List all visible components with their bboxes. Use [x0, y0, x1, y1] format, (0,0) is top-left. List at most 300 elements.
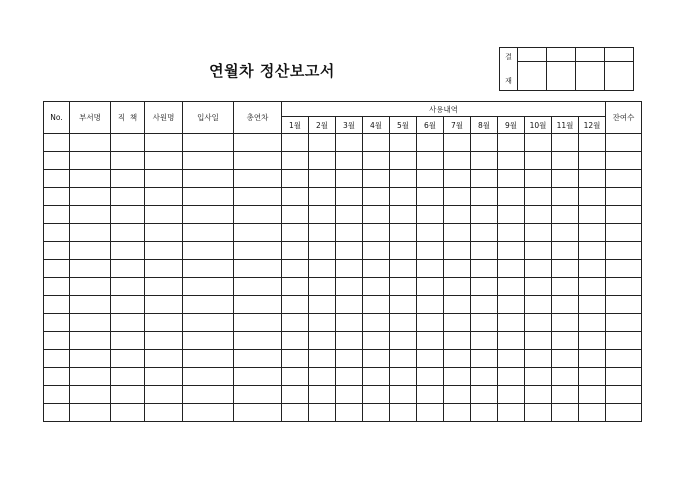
cell-department[interactable] — [70, 170, 111, 188]
cell-no[interactable] — [44, 404, 70, 422]
cell-month-usage[interactable] — [579, 224, 606, 242]
approval-header-cell[interactable] — [576, 48, 605, 62]
cell-month-usage[interactable] — [525, 350, 552, 368]
cell-month-usage[interactable] — [471, 386, 498, 404]
cell-month-usage[interactable] — [417, 188, 444, 206]
approval-sign-cell[interactable] — [576, 62, 605, 91]
cell-month-usage[interactable] — [282, 152, 309, 170]
cell-month-usage[interactable] — [363, 188, 390, 206]
cell-month-usage[interactable] — [498, 350, 525, 368]
cell-month-usage[interactable] — [309, 224, 336, 242]
cell-month-usage[interactable] — [282, 278, 309, 296]
cell-month-usage[interactable] — [471, 152, 498, 170]
cell-no[interactable] — [44, 314, 70, 332]
cell-month-usage[interactable] — [363, 332, 390, 350]
cell-remaining[interactable] — [606, 332, 642, 350]
cell-department[interactable] — [70, 278, 111, 296]
cell-month-usage[interactable] — [525, 278, 552, 296]
cell-month-usage[interactable] — [498, 242, 525, 260]
cell-month-usage[interactable] — [282, 242, 309, 260]
cell-department[interactable] — [70, 404, 111, 422]
cell-position[interactable] — [111, 224, 145, 242]
cell-employee[interactable] — [145, 314, 183, 332]
cell-hire-date[interactable] — [183, 296, 234, 314]
cell-department[interactable] — [70, 368, 111, 386]
cell-employee[interactable] — [145, 368, 183, 386]
cell-month-usage[interactable] — [363, 386, 390, 404]
cell-total-leave[interactable] — [234, 152, 282, 170]
cell-month-usage[interactable] — [498, 170, 525, 188]
cell-month-usage[interactable] — [498, 134, 525, 152]
cell-month-usage[interactable] — [498, 260, 525, 278]
cell-hire-date[interactable] — [183, 386, 234, 404]
cell-position[interactable] — [111, 260, 145, 278]
cell-remaining[interactable] — [606, 278, 642, 296]
approval-sign-cell[interactable] — [605, 62, 634, 91]
cell-month-usage[interactable] — [444, 242, 471, 260]
cell-month-usage[interactable] — [444, 278, 471, 296]
cell-month-usage[interactable] — [417, 404, 444, 422]
cell-total-leave[interactable] — [234, 224, 282, 242]
cell-total-leave[interactable] — [234, 278, 282, 296]
cell-month-usage[interactable] — [390, 206, 417, 224]
cell-month-usage[interactable] — [282, 188, 309, 206]
cell-department[interactable] — [70, 224, 111, 242]
cell-month-usage[interactable] — [336, 260, 363, 278]
cell-month-usage[interactable] — [579, 332, 606, 350]
cell-total-leave[interactable] — [234, 332, 282, 350]
cell-month-usage[interactable] — [309, 206, 336, 224]
cell-month-usage[interactable] — [363, 260, 390, 278]
cell-month-usage[interactable] — [552, 332, 579, 350]
cell-month-usage[interactable] — [552, 224, 579, 242]
cell-month-usage[interactable] — [336, 206, 363, 224]
cell-remaining[interactable] — [606, 152, 642, 170]
cell-position[interactable] — [111, 314, 145, 332]
cell-month-usage[interactable] — [471, 368, 498, 386]
cell-month-usage[interactable] — [390, 350, 417, 368]
cell-month-usage[interactable] — [417, 332, 444, 350]
cell-month-usage[interactable] — [417, 296, 444, 314]
cell-month-usage[interactable] — [525, 224, 552, 242]
cell-month-usage[interactable] — [336, 134, 363, 152]
cell-position[interactable] — [111, 350, 145, 368]
cell-month-usage[interactable] — [309, 404, 336, 422]
cell-remaining[interactable] — [606, 170, 642, 188]
cell-month-usage[interactable] — [471, 314, 498, 332]
cell-remaining[interactable] — [606, 404, 642, 422]
cell-month-usage[interactable] — [552, 242, 579, 260]
cell-employee[interactable] — [145, 296, 183, 314]
cell-month-usage[interactable] — [282, 386, 309, 404]
cell-no[interactable] — [44, 332, 70, 350]
cell-month-usage[interactable] — [444, 314, 471, 332]
cell-total-leave[interactable] — [234, 260, 282, 278]
cell-hire-date[interactable] — [183, 242, 234, 260]
cell-remaining[interactable] — [606, 134, 642, 152]
cell-employee[interactable] — [145, 170, 183, 188]
cell-month-usage[interactable] — [417, 314, 444, 332]
cell-no[interactable] — [44, 206, 70, 224]
cell-month-usage[interactable] — [552, 152, 579, 170]
approval-header-cell[interactable] — [547, 48, 576, 62]
cell-month-usage[interactable] — [498, 404, 525, 422]
cell-month-usage[interactable] — [579, 278, 606, 296]
cell-month-usage[interactable] — [417, 350, 444, 368]
cell-month-usage[interactable] — [309, 368, 336, 386]
cell-position[interactable] — [111, 368, 145, 386]
cell-total-leave[interactable] — [234, 296, 282, 314]
cell-employee[interactable] — [145, 260, 183, 278]
cell-total-leave[interactable] — [234, 170, 282, 188]
cell-remaining[interactable] — [606, 188, 642, 206]
cell-employee[interactable] — [145, 242, 183, 260]
cell-month-usage[interactable] — [444, 350, 471, 368]
cell-month-usage[interactable] — [552, 170, 579, 188]
cell-department[interactable] — [70, 188, 111, 206]
cell-remaining[interactable] — [606, 350, 642, 368]
cell-employee[interactable] — [145, 152, 183, 170]
cell-position[interactable] — [111, 188, 145, 206]
cell-department[interactable] — [70, 350, 111, 368]
cell-month-usage[interactable] — [417, 260, 444, 278]
cell-total-leave[interactable] — [234, 314, 282, 332]
cell-employee[interactable] — [145, 278, 183, 296]
cell-month-usage[interactable] — [363, 224, 390, 242]
cell-month-usage[interactable] — [498, 368, 525, 386]
cell-month-usage[interactable] — [579, 368, 606, 386]
cell-month-usage[interactable] — [336, 188, 363, 206]
cell-month-usage[interactable] — [552, 404, 579, 422]
cell-month-usage[interactable] — [363, 278, 390, 296]
cell-month-usage[interactable] — [309, 332, 336, 350]
cell-month-usage[interactable] — [363, 152, 390, 170]
cell-month-usage[interactable] — [444, 332, 471, 350]
cell-employee[interactable] — [145, 350, 183, 368]
cell-month-usage[interactable] — [471, 404, 498, 422]
cell-month-usage[interactable] — [579, 350, 606, 368]
cell-month-usage[interactable] — [282, 350, 309, 368]
cell-month-usage[interactable] — [336, 350, 363, 368]
cell-hire-date[interactable] — [183, 368, 234, 386]
cell-employee[interactable] — [145, 134, 183, 152]
cell-month-usage[interactable] — [525, 170, 552, 188]
cell-hire-date[interactable] — [183, 206, 234, 224]
cell-month-usage[interactable] — [282, 224, 309, 242]
cell-department[interactable] — [70, 206, 111, 224]
cell-hire-date[interactable] — [183, 152, 234, 170]
cell-month-usage[interactable] — [390, 188, 417, 206]
cell-month-usage[interactable] — [525, 404, 552, 422]
cell-employee[interactable] — [145, 224, 183, 242]
cell-department[interactable] — [70, 332, 111, 350]
cell-month-usage[interactable] — [444, 260, 471, 278]
cell-month-usage[interactable] — [363, 314, 390, 332]
cell-month-usage[interactable] — [525, 386, 552, 404]
cell-month-usage[interactable] — [444, 188, 471, 206]
cell-remaining[interactable] — [606, 260, 642, 278]
cell-month-usage[interactable] — [552, 206, 579, 224]
cell-remaining[interactable] — [606, 224, 642, 242]
cell-month-usage[interactable] — [282, 206, 309, 224]
cell-no[interactable] — [44, 188, 70, 206]
cell-month-usage[interactable] — [309, 296, 336, 314]
cell-remaining[interactable] — [606, 368, 642, 386]
cell-month-usage[interactable] — [579, 404, 606, 422]
cell-month-usage[interactable] — [363, 206, 390, 224]
cell-position[interactable] — [111, 278, 145, 296]
cell-month-usage[interactable] — [390, 368, 417, 386]
cell-employee[interactable] — [145, 332, 183, 350]
cell-month-usage[interactable] — [390, 314, 417, 332]
cell-hire-date[interactable] — [183, 314, 234, 332]
cell-month-usage[interactable] — [417, 206, 444, 224]
approval-header-cell[interactable] — [518, 48, 547, 62]
cell-month-usage[interactable] — [471, 278, 498, 296]
cell-month-usage[interactable] — [471, 134, 498, 152]
cell-no[interactable] — [44, 350, 70, 368]
cell-hire-date[interactable] — [183, 260, 234, 278]
cell-month-usage[interactable] — [390, 260, 417, 278]
cell-month-usage[interactable] — [417, 152, 444, 170]
cell-month-usage[interactable] — [363, 242, 390, 260]
cell-month-usage[interactable] — [309, 134, 336, 152]
cell-employee[interactable] — [145, 404, 183, 422]
cell-month-usage[interactable] — [336, 296, 363, 314]
cell-month-usage[interactable] — [471, 296, 498, 314]
cell-month-usage[interactable] — [336, 368, 363, 386]
cell-month-usage[interactable] — [282, 368, 309, 386]
cell-month-usage[interactable] — [336, 404, 363, 422]
cell-month-usage[interactable] — [309, 350, 336, 368]
cell-month-usage[interactable] — [471, 224, 498, 242]
cell-month-usage[interactable] — [282, 314, 309, 332]
cell-month-usage[interactable] — [309, 242, 336, 260]
cell-month-usage[interactable] — [552, 314, 579, 332]
cell-month-usage[interactable] — [309, 314, 336, 332]
cell-month-usage[interactable] — [417, 386, 444, 404]
cell-employee[interactable] — [145, 188, 183, 206]
cell-no[interactable] — [44, 368, 70, 386]
cell-month-usage[interactable] — [282, 404, 309, 422]
cell-month-usage[interactable] — [390, 224, 417, 242]
cell-month-usage[interactable] — [579, 260, 606, 278]
cell-month-usage[interactable] — [498, 332, 525, 350]
cell-department[interactable] — [70, 134, 111, 152]
cell-month-usage[interactable] — [282, 332, 309, 350]
cell-month-usage[interactable] — [336, 152, 363, 170]
cell-month-usage[interactable] — [552, 368, 579, 386]
cell-remaining[interactable] — [606, 314, 642, 332]
cell-month-usage[interactable] — [336, 242, 363, 260]
cell-no[interactable] — [44, 278, 70, 296]
cell-month-usage[interactable] — [309, 152, 336, 170]
cell-total-leave[interactable] — [234, 206, 282, 224]
cell-month-usage[interactable] — [444, 134, 471, 152]
cell-hire-date[interactable] — [183, 134, 234, 152]
cell-total-leave[interactable] — [234, 386, 282, 404]
cell-department[interactable] — [70, 152, 111, 170]
cell-month-usage[interactable] — [525, 134, 552, 152]
cell-month-usage[interactable] — [552, 296, 579, 314]
cell-month-usage[interactable] — [444, 224, 471, 242]
cell-no[interactable] — [44, 260, 70, 278]
cell-month-usage[interactable] — [363, 170, 390, 188]
cell-month-usage[interactable] — [525, 188, 552, 206]
cell-month-usage[interactable] — [525, 296, 552, 314]
cell-month-usage[interactable] — [363, 134, 390, 152]
cell-month-usage[interactable] — [417, 224, 444, 242]
cell-month-usage[interactable] — [525, 242, 552, 260]
cell-month-usage[interactable] — [471, 260, 498, 278]
cell-employee[interactable] — [145, 206, 183, 224]
cell-month-usage[interactable] — [390, 386, 417, 404]
cell-month-usage[interactable] — [390, 404, 417, 422]
cell-month-usage[interactable] — [444, 206, 471, 224]
cell-month-usage[interactable] — [363, 404, 390, 422]
cell-month-usage[interactable] — [282, 170, 309, 188]
cell-month-usage[interactable] — [498, 296, 525, 314]
cell-month-usage[interactable] — [579, 170, 606, 188]
cell-month-usage[interactable] — [444, 152, 471, 170]
cell-month-usage[interactable] — [579, 242, 606, 260]
cell-hire-date[interactable] — [183, 278, 234, 296]
cell-month-usage[interactable] — [471, 206, 498, 224]
cell-month-usage[interactable] — [309, 386, 336, 404]
cell-department[interactable] — [70, 314, 111, 332]
cell-month-usage[interactable] — [417, 368, 444, 386]
cell-month-usage[interactable] — [552, 260, 579, 278]
cell-month-usage[interactable] — [552, 386, 579, 404]
cell-month-usage[interactable] — [444, 386, 471, 404]
cell-month-usage[interactable] — [390, 278, 417, 296]
cell-month-usage[interactable] — [471, 350, 498, 368]
cell-month-usage[interactable] — [390, 134, 417, 152]
cell-month-usage[interactable] — [525, 332, 552, 350]
cell-hire-date[interactable] — [183, 170, 234, 188]
cell-month-usage[interactable] — [417, 242, 444, 260]
cell-month-usage[interactable] — [498, 224, 525, 242]
cell-no[interactable] — [44, 152, 70, 170]
cell-month-usage[interactable] — [498, 314, 525, 332]
cell-month-usage[interactable] — [363, 296, 390, 314]
approval-sign-cell[interactable] — [547, 62, 576, 91]
cell-month-usage[interactable] — [498, 206, 525, 224]
cell-month-usage[interactable] — [444, 296, 471, 314]
cell-position[interactable] — [111, 296, 145, 314]
cell-hire-date[interactable] — [183, 188, 234, 206]
cell-month-usage[interactable] — [390, 242, 417, 260]
cell-month-usage[interactable] — [525, 260, 552, 278]
cell-month-usage[interactable] — [579, 188, 606, 206]
cell-month-usage[interactable] — [471, 332, 498, 350]
cell-total-leave[interactable] — [234, 134, 282, 152]
cell-month-usage[interactable] — [309, 260, 336, 278]
cell-month-usage[interactable] — [444, 368, 471, 386]
cell-department[interactable] — [70, 386, 111, 404]
cell-position[interactable] — [111, 152, 145, 170]
cell-month-usage[interactable] — [471, 242, 498, 260]
cell-month-usage[interactable] — [309, 278, 336, 296]
cell-month-usage[interactable] — [579, 386, 606, 404]
cell-month-usage[interactable] — [471, 188, 498, 206]
cell-employee[interactable] — [145, 386, 183, 404]
cell-hire-date[interactable] — [183, 224, 234, 242]
cell-total-leave[interactable] — [234, 242, 282, 260]
cell-hire-date[interactable] — [183, 404, 234, 422]
cell-month-usage[interactable] — [309, 188, 336, 206]
cell-month-usage[interactable] — [336, 224, 363, 242]
cell-month-usage[interactable] — [498, 152, 525, 170]
cell-position[interactable] — [111, 404, 145, 422]
cell-position[interactable] — [111, 170, 145, 188]
cell-month-usage[interactable] — [525, 314, 552, 332]
cell-no[interactable] — [44, 242, 70, 260]
cell-month-usage[interactable] — [390, 170, 417, 188]
cell-department[interactable] — [70, 296, 111, 314]
cell-total-leave[interactable] — [234, 188, 282, 206]
cell-no[interactable] — [44, 386, 70, 404]
cell-no[interactable] — [44, 134, 70, 152]
cell-month-usage[interactable] — [552, 188, 579, 206]
cell-month-usage[interactable] — [363, 350, 390, 368]
cell-total-leave[interactable] — [234, 368, 282, 386]
cell-month-usage[interactable] — [552, 278, 579, 296]
cell-month-usage[interactable] — [579, 206, 606, 224]
cell-remaining[interactable] — [606, 296, 642, 314]
cell-month-usage[interactable] — [444, 404, 471, 422]
cell-month-usage[interactable] — [417, 278, 444, 296]
cell-remaining[interactable] — [606, 206, 642, 224]
cell-no[interactable] — [44, 224, 70, 242]
approval-sign-cell[interactable] — [518, 62, 547, 91]
cell-month-usage[interactable] — [336, 314, 363, 332]
cell-month-usage[interactable] — [417, 134, 444, 152]
cell-month-usage[interactable] — [498, 188, 525, 206]
cell-month-usage[interactable] — [390, 296, 417, 314]
cell-month-usage[interactable] — [525, 152, 552, 170]
cell-no[interactable] — [44, 170, 70, 188]
cell-month-usage[interactable] — [525, 206, 552, 224]
cell-month-usage[interactable] — [579, 134, 606, 152]
cell-month-usage[interactable] — [390, 152, 417, 170]
cell-month-usage[interactable] — [282, 260, 309, 278]
cell-position[interactable] — [111, 242, 145, 260]
cell-month-usage[interactable] — [336, 278, 363, 296]
cell-month-usage[interactable] — [282, 134, 309, 152]
cell-month-usage[interactable] — [282, 296, 309, 314]
cell-month-usage[interactable] — [579, 296, 606, 314]
cell-position[interactable] — [111, 134, 145, 152]
cell-hire-date[interactable] — [183, 350, 234, 368]
cell-position[interactable] — [111, 332, 145, 350]
cell-month-usage[interactable] — [444, 170, 471, 188]
cell-month-usage[interactable] — [525, 368, 552, 386]
cell-month-usage[interactable] — [336, 170, 363, 188]
cell-month-usage[interactable] — [579, 152, 606, 170]
cell-department[interactable] — [70, 260, 111, 278]
cell-month-usage[interactable] — [390, 332, 417, 350]
cell-remaining[interactable] — [606, 386, 642, 404]
cell-month-usage[interactable] — [498, 278, 525, 296]
cell-month-usage[interactable] — [471, 170, 498, 188]
cell-month-usage[interactable] — [579, 314, 606, 332]
cell-month-usage[interactable] — [552, 134, 579, 152]
cell-position[interactable] — [111, 386, 145, 404]
cell-month-usage[interactable] — [336, 386, 363, 404]
cell-total-leave[interactable] — [234, 350, 282, 368]
cell-total-leave[interactable] — [234, 404, 282, 422]
